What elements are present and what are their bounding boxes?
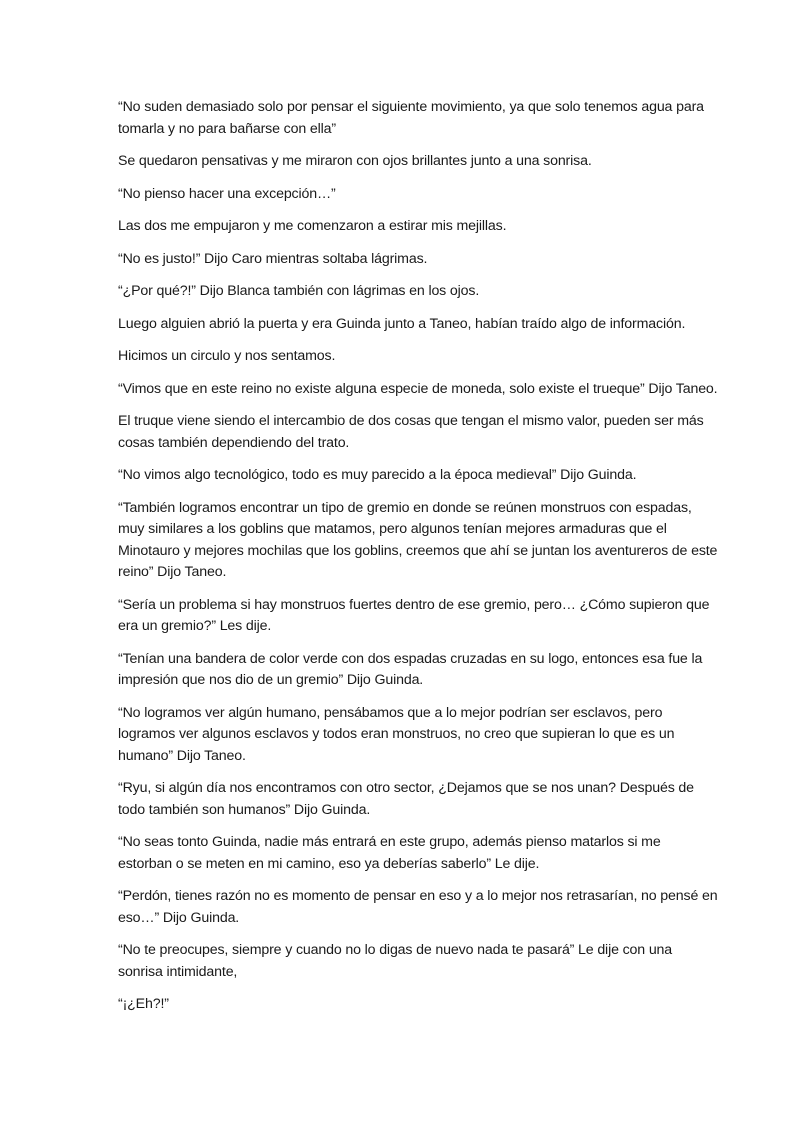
- paragraph-8: Hicimos un circulo y nos sentamos.: [118, 348, 336, 364]
- paragraph-14: “Tenían una bandera de color verde con dos espadas cruzadas en su logo, entonces esa fue la impresión que nos dio de un gremio” Dijo Guinda.: [118, 650, 703, 688]
- paragraph-4: Las dos me empujaron y me comenzaron a estirar mis mejillas.: [118, 218, 507, 234]
- paragraph-18: “Perdón, tienes razón no es momento de pensar en eso y a lo mejor nos retrasarían, no pensé en eso…” Dijo Guinda.: [118, 888, 718, 926]
- document-page: [118, 97, 718, 1027]
- paragraph-20: “¡¿Eh?!”: [118, 996, 169, 1012]
- paragraph-13: “Sería un problema si hay monstruos fuertes dentro de ese gremio, pero… ¿Cómo supieron que era un gremio?” Les dije.: [118, 596, 710, 634]
- paragraph-16: “Ryu, si algún día nos encontramos con otro sector, ¿Dejamos que se nos unan? Después de todo también son humanos” Dijo Guinda.: [118, 780, 694, 818]
- paragraph-12: “También logramos encontrar un tipo de gremio en donde se reúnen monstruos con espadas, muy similares a los goblins que matamos, pero algunos tenían mejores armaduras que el Minotauro y mejores mochilas que los goblins, creemos que ahí se juntan los aventureros de este reino” Dijo Taneo.: [118, 499, 718, 580]
- paragraph-15: “No logramos ver algún humano, pensábamos que a lo mejor podrían ser esclavos, pero logramos ver algunos esclavos y todos eran monstruos, no creo que supieran lo que es un humano” Dijo Taneo.: [118, 704, 675, 764]
- paragraph-1: “No suden demasiado solo por pensar el siguiente movimiento, ya que solo tenemos agua para tomarla y no para bañarse con ella”: [118, 99, 704, 137]
- paragraph-3: “No pienso hacer una excepción…”: [118, 185, 336, 202]
- paragraph-2: Se quedaron pensativas y me miraron con ojos brillantes junto a una sonrisa.: [118, 153, 592, 169]
- paragraph-7: Luego alguien abrió la puerta y era Guinda junto a Taneo, habían traído algo de información.: [118, 315, 686, 332]
- paragraph-5: “No es justo!” Dijo Caro mientras soltaba lágrimas.: [118, 250, 428, 267]
- paragraph-11: “No vimos algo tecnológico, todo es muy parecido a la época medieval” Dijo Guinda.: [118, 467, 637, 483]
- paragraph-9: “Vimos que en este reino no existe alguna especie de moneda, solo existe el trueque” Dijo Taneo.: [118, 380, 718, 397]
- paragraph-6: “¿Por qué?!” Dijo Blanca también con lágrimas en los ojos.: [118, 283, 480, 299]
- paragraph-10: El truque viene siendo el intercambio de dos cosas que tengan el mismo valor, pueden ser más cosas también dependiendo del trato.: [118, 413, 704, 451]
- paragraph-19: “No te preocupes, siempre y cuando no lo digas de nuevo nada te pasará” Le dije con una sonrisa intimidante,: [118, 942, 673, 980]
- paragraph-17: “No seas tonto Guinda, nadie más entrará en este grupo, además pienso matarlos si me estorban o se meten en mi camino, eso ya deberías saberlo” Le dije.: [118, 834, 661, 872]
